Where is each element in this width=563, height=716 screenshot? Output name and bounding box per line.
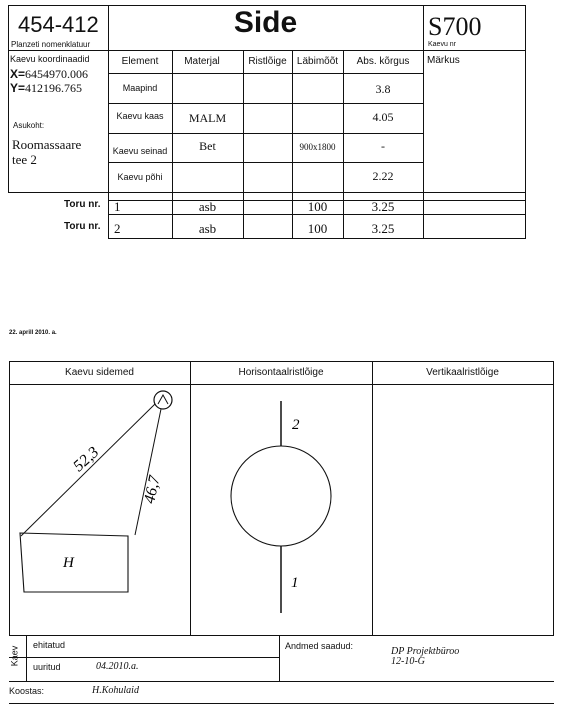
well-label: Kaevu nr bbox=[428, 41, 457, 48]
page-title: Side bbox=[233, 6, 298, 39]
connections-sketch bbox=[9, 385, 190, 595]
coord-x-label: X= bbox=[10, 67, 26, 81]
built-label: ehitatud bbox=[33, 640, 66, 650]
surveyed-value: 04.2010.a. bbox=[96, 661, 139, 672]
pipe-diameter: 100 bbox=[307, 199, 328, 214]
sheet-number: 454-412 bbox=[18, 12, 99, 37]
footer-side-label: Kaev bbox=[9, 645, 20, 667]
pipe-height: 3.25 bbox=[371, 221, 395, 236]
date-note: 22. aprill 2010. a. bbox=[9, 330, 57, 336]
col-header-remarks: Märkus bbox=[427, 55, 460, 66]
row-height: - bbox=[381, 139, 385, 153]
col-header-section: Ristlõige bbox=[248, 56, 287, 67]
pipe-material: asb bbox=[198, 221, 217, 236]
location-line1: Roomassaare bbox=[12, 137, 82, 152]
diagram-col-horizontal-title: Horisontaalristlõige bbox=[238, 367, 324, 378]
row-element: Kaevu seinad bbox=[112, 146, 168, 156]
coord-y-value: 412196.765 bbox=[25, 81, 83, 95]
row-height: 3.8 bbox=[375, 82, 391, 96]
location-label: Asukoht: bbox=[13, 121, 45, 130]
diagram-col-connections-title: Kaevu sidemed bbox=[65, 367, 134, 378]
col-header-diameter: Läbimõõt bbox=[296, 56, 339, 67]
row-element: Kaevu kaas bbox=[116, 111, 164, 121]
pipe-label: Toru nr. bbox=[64, 199, 101, 210]
compiled-label: Koostas: bbox=[9, 686, 45, 696]
pipe-number: 1 bbox=[114, 199, 121, 214]
location-line2: tee 2 bbox=[12, 152, 37, 167]
row-height: 2.22 bbox=[372, 169, 394, 183]
data-source-label: Andmed saadud: bbox=[285, 641, 354, 651]
row-height: 4.05 bbox=[372, 110, 394, 124]
well-symbol-icon bbox=[154, 391, 172, 409]
coord-y bbox=[10, 81, 82, 96]
row-element: Kaevu põhi bbox=[117, 172, 163, 182]
data-source-value-2: 12-10-G bbox=[391, 656, 425, 667]
pipe-label-bottom: 1 bbox=[291, 575, 299, 591]
coord-y-label: Y= bbox=[10, 81, 26, 95]
building-label: H bbox=[63, 555, 74, 571]
diagram-col-vertical-title: Vertikaalristlõige bbox=[426, 367, 499, 378]
data-source-value-1: DP Projektbüroo bbox=[391, 646, 460, 657]
col-header-height: Abs. kõrgus bbox=[356, 56, 410, 67]
coordinates-label: Kaevu koordinaadid bbox=[10, 54, 90, 64]
well-number: S700 bbox=[428, 12, 482, 41]
pipe-material: asb bbox=[198, 199, 217, 214]
coord-x bbox=[10, 67, 88, 82]
well-outline bbox=[231, 446, 331, 546]
coord-x-value: 6454970.006 bbox=[25, 67, 89, 81]
surveyed-label: uuritud bbox=[33, 662, 61, 672]
sheet-label: Planzeti nomenklatuur bbox=[11, 40, 91, 49]
pipe-diameter: 100 bbox=[307, 221, 328, 236]
row-diameter: 900x1800 bbox=[299, 142, 336, 152]
compiled-value: H.Kohulaid bbox=[92, 685, 139, 696]
col-header-material: Materjal bbox=[184, 56, 220, 67]
row-material: MALM bbox=[188, 111, 227, 125]
pipe-number: 2 bbox=[114, 221, 121, 236]
pipe-height: 3.25 bbox=[371, 199, 395, 214]
row-material: Bet bbox=[199, 139, 216, 153]
row-element: Maapind bbox=[122, 83, 158, 93]
dist-label-1: 52,3 bbox=[70, 443, 103, 476]
pipe-label: Toru nr. bbox=[64, 221, 101, 232]
horizontal-section-sketch bbox=[191, 385, 372, 630]
col-header-element: Element bbox=[121, 56, 159, 67]
pipe-label-top: 2 bbox=[292, 417, 300, 433]
dist-label-2: 46,7 bbox=[141, 474, 164, 506]
